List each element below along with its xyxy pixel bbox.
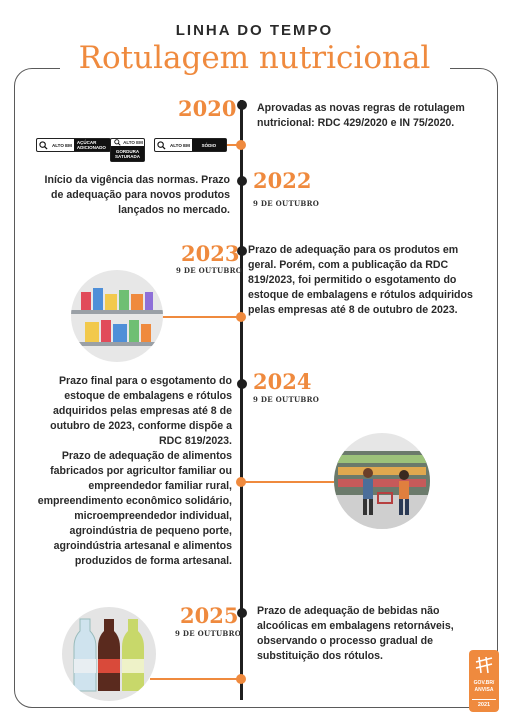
event-2024-text: Prazo final para o esgotamento do estoque de embalagens e rótulos adquiridos pelas empresas até 8 de outubro de 2023, conforme dispõe a RDC 819/2023. bbox=[50, 375, 232, 447]
connector-2025 bbox=[150, 678, 240, 680]
year-2024: 2024 bbox=[253, 369, 312, 394]
date-2025: 9 DE OUTUBRO bbox=[175, 629, 242, 638]
timeline-dot-2024 bbox=[237, 379, 247, 389]
connector-2024 bbox=[240, 481, 340, 483]
badge-year: 2021 bbox=[472, 699, 496, 708]
connector-2023 bbox=[150, 316, 240, 318]
event-2025-text: Prazo de adequação de bebidas não alcoólicas em embalagens retornáveis, observando o processo gradual de substituição dos rótulos. bbox=[257, 605, 454, 662]
event-2024-text2: Prazo de adequação de alimentos fabricados por agricultor familiar ou empreendedor familiar rural, empreendimento econômico solidário, microempreendedor individual, agroindústria de pequeno porte, agroindústria artesanal e alimentos produzidos de forma artesanal. bbox=[37, 450, 232, 567]
shoppers-icon bbox=[334, 433, 430, 529]
seal-gordura bbox=[110, 138, 145, 162]
year-2025: 2025 bbox=[180, 603, 239, 628]
year-2020: 2020 bbox=[178, 96, 237, 121]
seal-label: SÓDIO bbox=[192, 139, 226, 151]
event-2023-text: Prazo de adequação para os produtos em geral. Porém, com a publicação da RDC 819/2023, foi permitido o esgotamento do estoque de embalagens e rótulos adquiridos pelas empresas até 8 de outubro de 2023. bbox=[248, 244, 473, 316]
event-2022-text: Início da vigência das normas. Prazo de adequação para novos produtos lançados no mercado. bbox=[44, 174, 230, 216]
page-kicker: LINHA DO TEMPO bbox=[175, 22, 334, 39]
seal-prefix: ALTO EM bbox=[123, 140, 143, 145]
year-2022: 2022 bbox=[253, 168, 312, 193]
marker-dot-2024 bbox=[236, 477, 246, 487]
anvisa-badge bbox=[469, 650, 499, 712]
timeline-dot-2020 bbox=[237, 100, 247, 110]
seal-prefix: ALTO EM bbox=[52, 142, 72, 148]
date-2024: 9 DE OUTUBRO bbox=[253, 395, 320, 404]
anvisa-logo-icon bbox=[473, 654, 495, 676]
supermarket-shoppers-illustration bbox=[334, 433, 430, 529]
seal-label: GORDURA SATURADA bbox=[111, 146, 144, 161]
page-title: Rotulagem nutricional bbox=[78, 40, 431, 76]
year-2023: 2023 bbox=[181, 241, 240, 266]
timeline-dot-2022 bbox=[237, 176, 247, 186]
seal-prefix: ALTO EM bbox=[170, 142, 190, 148]
date-2022: 9 DE OUTUBRO bbox=[253, 199, 320, 208]
marker-dot-2020 bbox=[236, 140, 246, 150]
magnifier-icon bbox=[157, 141, 166, 150]
date-2023: 9 DE OUTUBRO bbox=[176, 266, 243, 275]
shelf-products-icon bbox=[71, 270, 163, 362]
seal-sodio bbox=[154, 138, 227, 152]
timeline-dot-2025 bbox=[237, 608, 247, 618]
magnifier-icon bbox=[39, 141, 48, 150]
badge-line1: GOV.BR/ bbox=[473, 680, 495, 686]
marker-dot-2025 bbox=[236, 674, 246, 684]
shelf-products-illustration bbox=[71, 270, 163, 362]
bottles-icon bbox=[62, 607, 156, 701]
seal-acucar bbox=[36, 138, 111, 152]
event-2020-text: Aprovadas as novas regras de rotulagem nutricional: RDC 429/2020 e IN 75/2020. bbox=[257, 102, 465, 129]
bottles-illustration bbox=[62, 607, 156, 701]
badge-line2: ANVISA bbox=[474, 687, 494, 693]
marker-dot-2023 bbox=[236, 312, 246, 322]
seal-label: AÇÚCAR ADICIONADO bbox=[74, 139, 110, 151]
magnifier-icon bbox=[114, 139, 121, 146]
